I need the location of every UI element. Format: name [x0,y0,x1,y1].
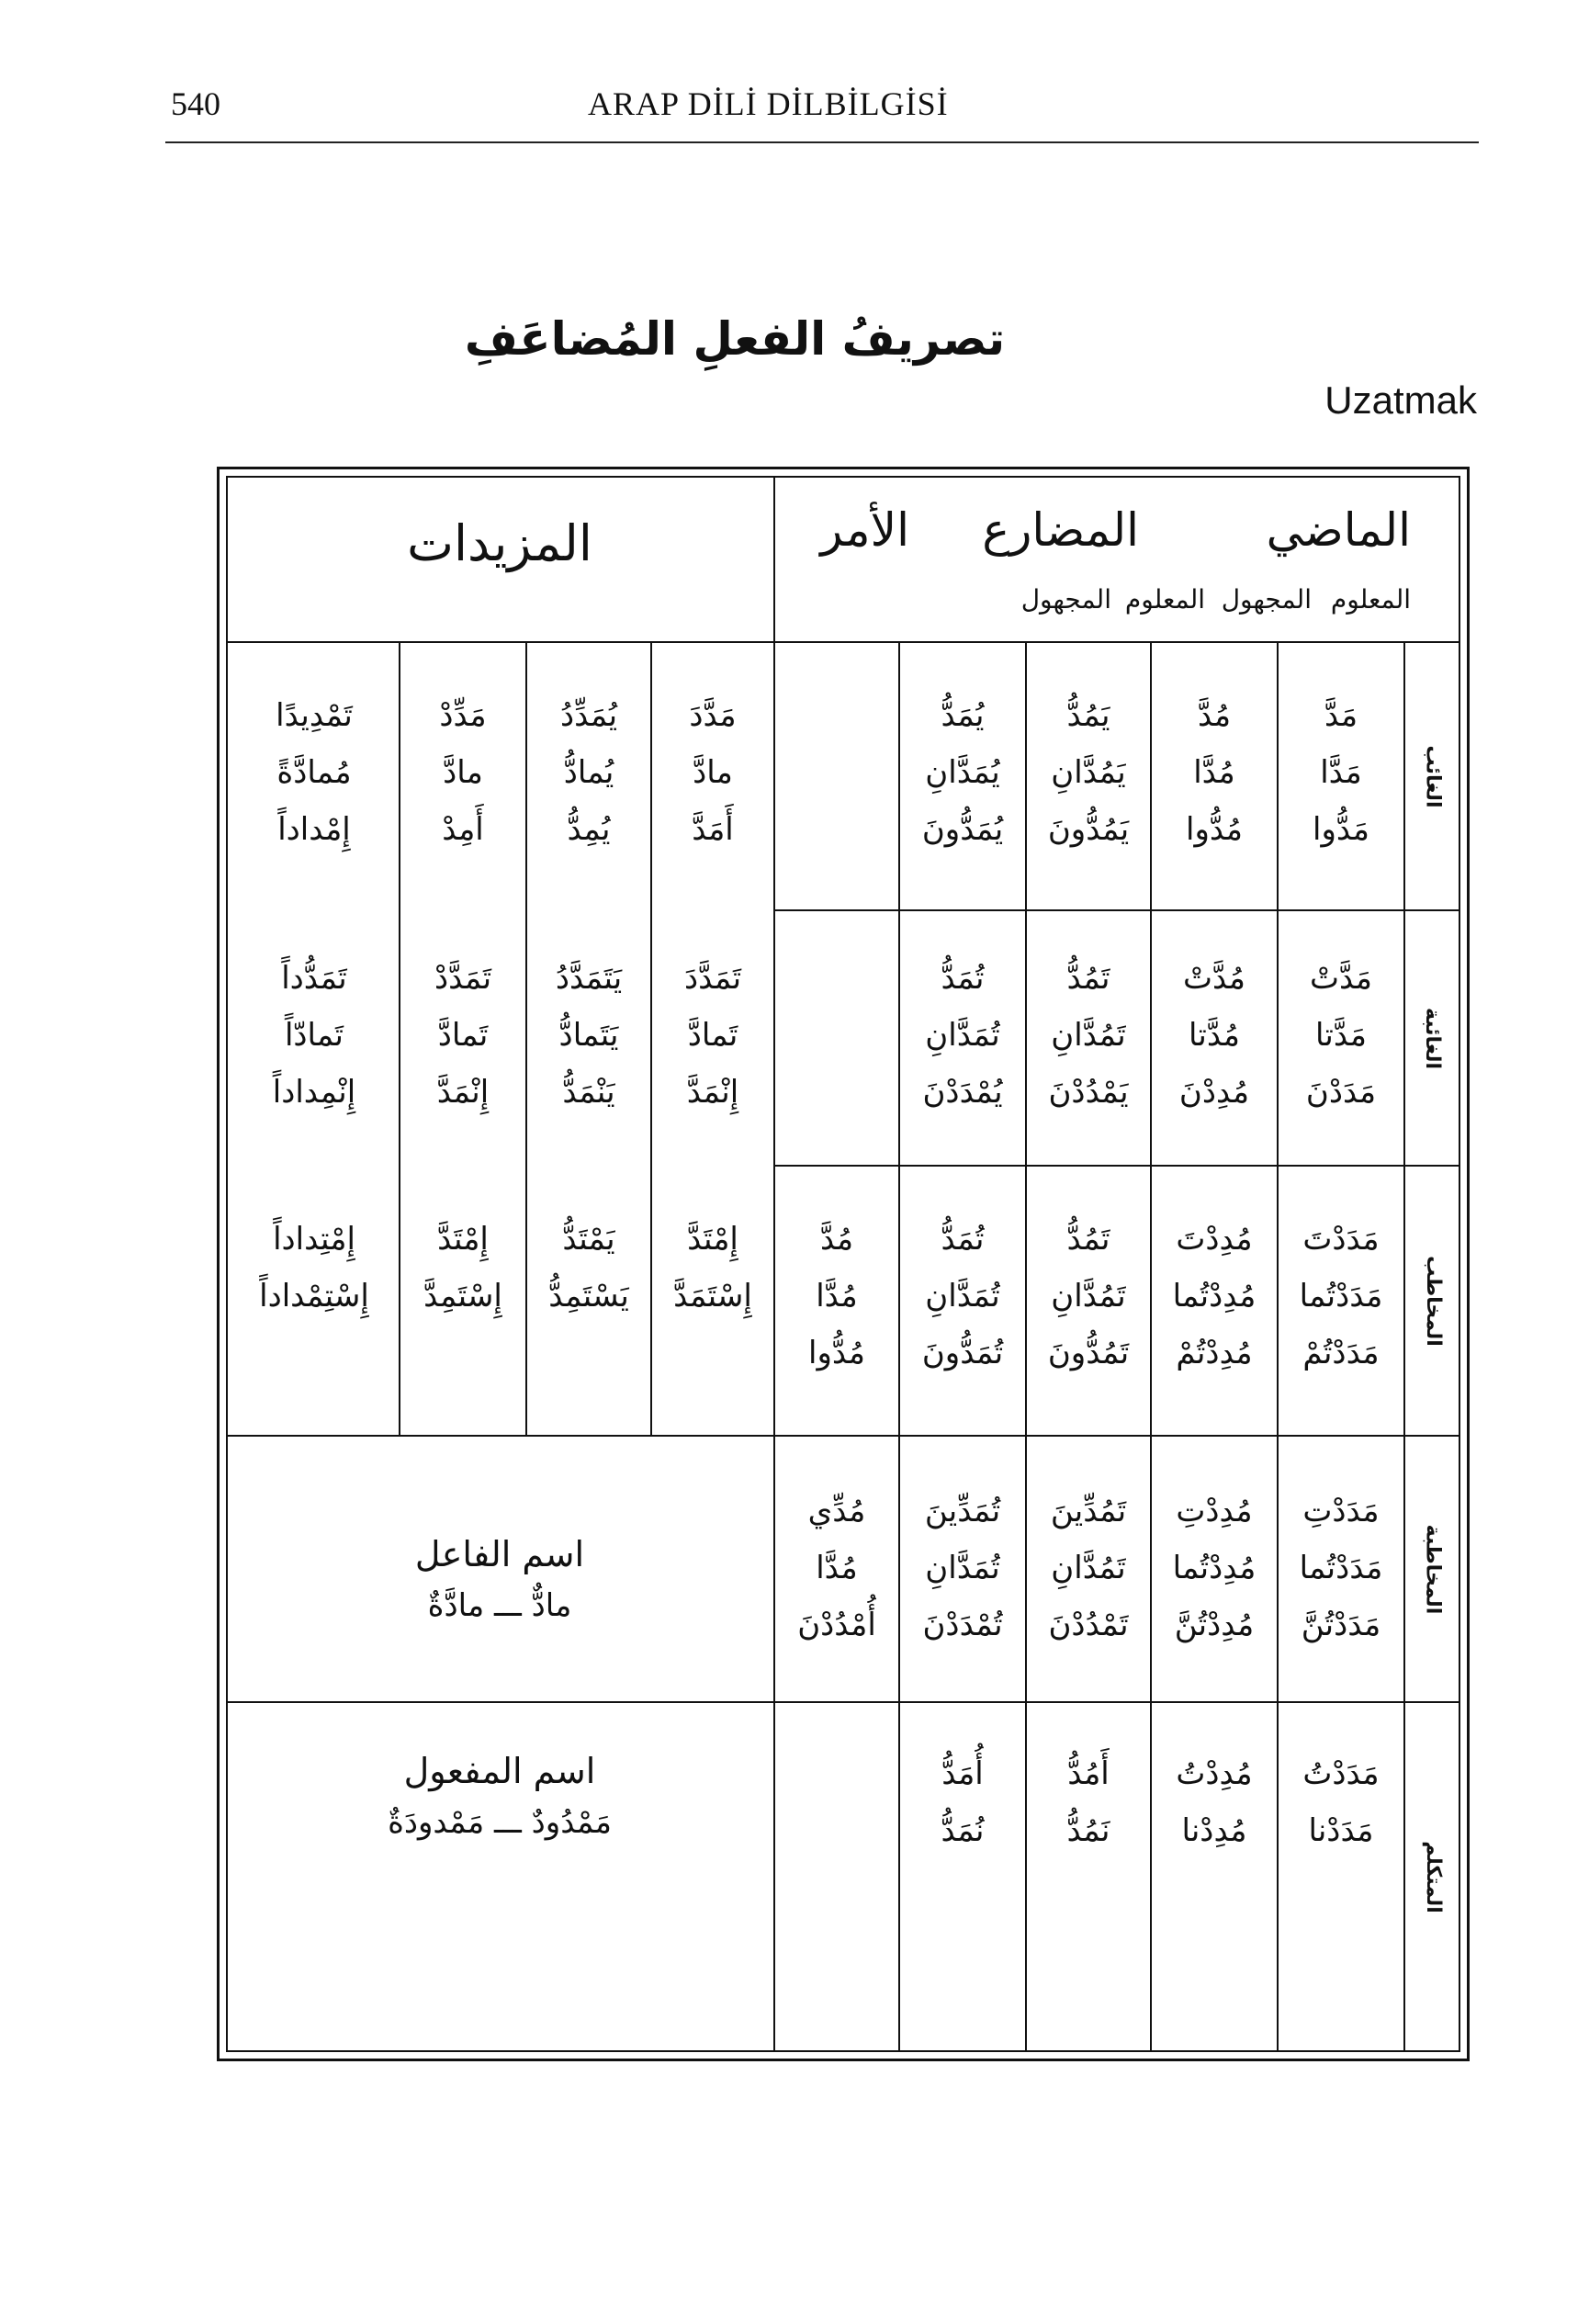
mazid-past-cell: تَمَدَّدَ تَمادَّ إِنْمَدَّ [683,960,742,1111]
mudari-active-cell: أَمُدُّ نَمُدُّ [1066,1755,1110,1849]
header-rule [165,141,1479,143]
row-label: المتكلم [1421,1840,1445,1913]
page-number: 540 [171,85,220,122]
header-bottom-rule [228,641,1459,643]
ism-maful-block [228,1745,772,1848]
mudari-header: المضارع [982,503,1139,557]
mudari-active-header: المعلوم [1124,584,1205,615]
madi-passive-cell: مُدِدْتِ مُدِدْتُما مُدِدْتُنَّ [1172,1493,1257,1643]
mazid-present-cell: يُمَدِّدُ يُمادُّ يُمِدُّ [559,697,618,848]
mudari-active-cell: تَمُدُّ تَمُدَّانِ تَمُدُّونَ [1047,1221,1130,1371]
ism-fail-block [228,1529,772,1631]
madi-passive-cell: مُدَّتْ مُدَّتا مُدِدْنَ [1178,960,1250,1111]
mazid-masdar-cell: تَمَدُّداً تَمادّاً إِنْمِداداً [272,960,356,1111]
madi-active-cell: مَدَدْتِ مَدَدْتُما مَدَدْتُنَّ [1299,1493,1383,1643]
mudari-passive-cell: أُمَدُّ نُمَدُّ [941,1755,985,1849]
ism-fail-title: اسم الفاعل [414,1534,585,1574]
row-rule-1 [773,909,1459,911]
madi-passive-cell: مُدِدْتُ مُدِدْنا [1176,1755,1253,1849]
madi-active-cell: مَدَدْتَ مَدَدْتُما مَدَدْتُمْ [1299,1221,1383,1371]
mazid-header: المزيدات [407,514,592,572]
amr-cell: مُدِّي مُدَّا أُمْدُدْنَ [797,1493,876,1643]
mudari-active-cell: تَمُدِّينَ تَمُدَّانِ تَمْدُدْنَ [1048,1493,1129,1643]
ism-fail-forms: مادٌّ ـــ مادَّةٌ [427,1587,572,1624]
row-label: المخاطب [1421,1255,1445,1347]
mazid-past-cell: مَدَّدَ مادَّ أَمَدَّ [689,697,737,848]
mudari-active-cell: يَمُدُّ يَمُدَّانِ يَمُدُّونَ [1047,697,1130,848]
mazid-imperative-cell: مَدِّدْ مادَّ أَمِدْ [439,697,487,848]
madi-passive-header: المجهول [1221,584,1312,615]
amr-header: الأمر [820,503,909,557]
mazid-imperative-cell: إِمْتَدَّ إِسْتَمِدَّ [423,1221,502,1314]
madi-passive-cell: مُدَّ مُدَّا مُدُّوا [1186,697,1243,848]
subtitle: Uzatmak [1324,378,1477,422]
mazid-present-cell: يَمْتَدُّ يَسْتَمِدُّ [548,1221,629,1314]
madi-active-cell: مَدَدْتُ مَدَدْنا [1302,1755,1380,1849]
mudari-passive-cell: تُمَدُّ تُمَدَّانِ تُمَدُّونَ [921,1221,1004,1371]
mazid-masdar-cell: إِمْتِداداً إِسْتِمْداداً [259,1221,369,1314]
amr-cell: مُدَّ مُدَّا مُدُّوا [808,1221,865,1371]
ism-maful-title: اسم المفعول [403,1751,596,1791]
mudari-passive-cell: تُمَدُّ تُمَدَّانِ يُمْدَدْنَ [922,960,1003,1111]
page-title: تصريفُ الفعلِ المُضاعَفِ [464,312,1006,366]
mudari-active-cell: تَمُدُّ تَمُدَّانِ يَمْدُدْنَ [1048,960,1129,1111]
mazid-masdar-cell: تَمْدِيدًا مُمادَّةً إِمْداداً [276,697,353,848]
mazid-imperative-cell: تَمَدَّدْ تَمادَّ إِنْمَدَّ [434,960,492,1111]
row-label: الغائب [1421,744,1445,808]
ism-maful-forms: مَمْدُودٌ ـــ مَمْدودَةٌ [388,1804,612,1841]
row-label: المخاطبة [1421,1524,1445,1614]
mudari-passive-cell: يُمَدُّ يُمَدَّانِ يُمَدُّونَ [921,697,1004,848]
mudari-passive-header: المجهول [1020,584,1111,615]
mudari-passive-cell: تُمَدِّينَ تُمَدَّانِ تُمْدَدْنَ [922,1493,1003,1643]
madi-active-cell: مَدَّ مَدَّا مَدُّوا [1313,697,1369,848]
running-title: ARAP DİLİ DİLBİLGİSİ [588,85,949,122]
madi-active-header: المعلوم [1330,584,1411,615]
madi-active-cell: مَدَّتْ مَدَّتا مَدَدْنَ [1305,960,1377,1111]
mazid-present-cell: يَتَمَدَّدُ يَتَمادُّ يَنْمَدُّ [555,960,623,1111]
row-rule-2 [773,1165,1459,1167]
mazid-past-cell: إِمْتَدَّ إِسْتَمَدَّ [673,1221,752,1314]
row-rule-3 [228,1435,1459,1437]
madi-header: الماضي [1266,503,1411,557]
row-rule-4 [228,1701,1459,1703]
row-label: الغائبة [1421,1007,1445,1069]
madi-passive-cell: مُدِدْتَ مُدِدْتُما مُدِدْتُمْ [1172,1221,1257,1371]
